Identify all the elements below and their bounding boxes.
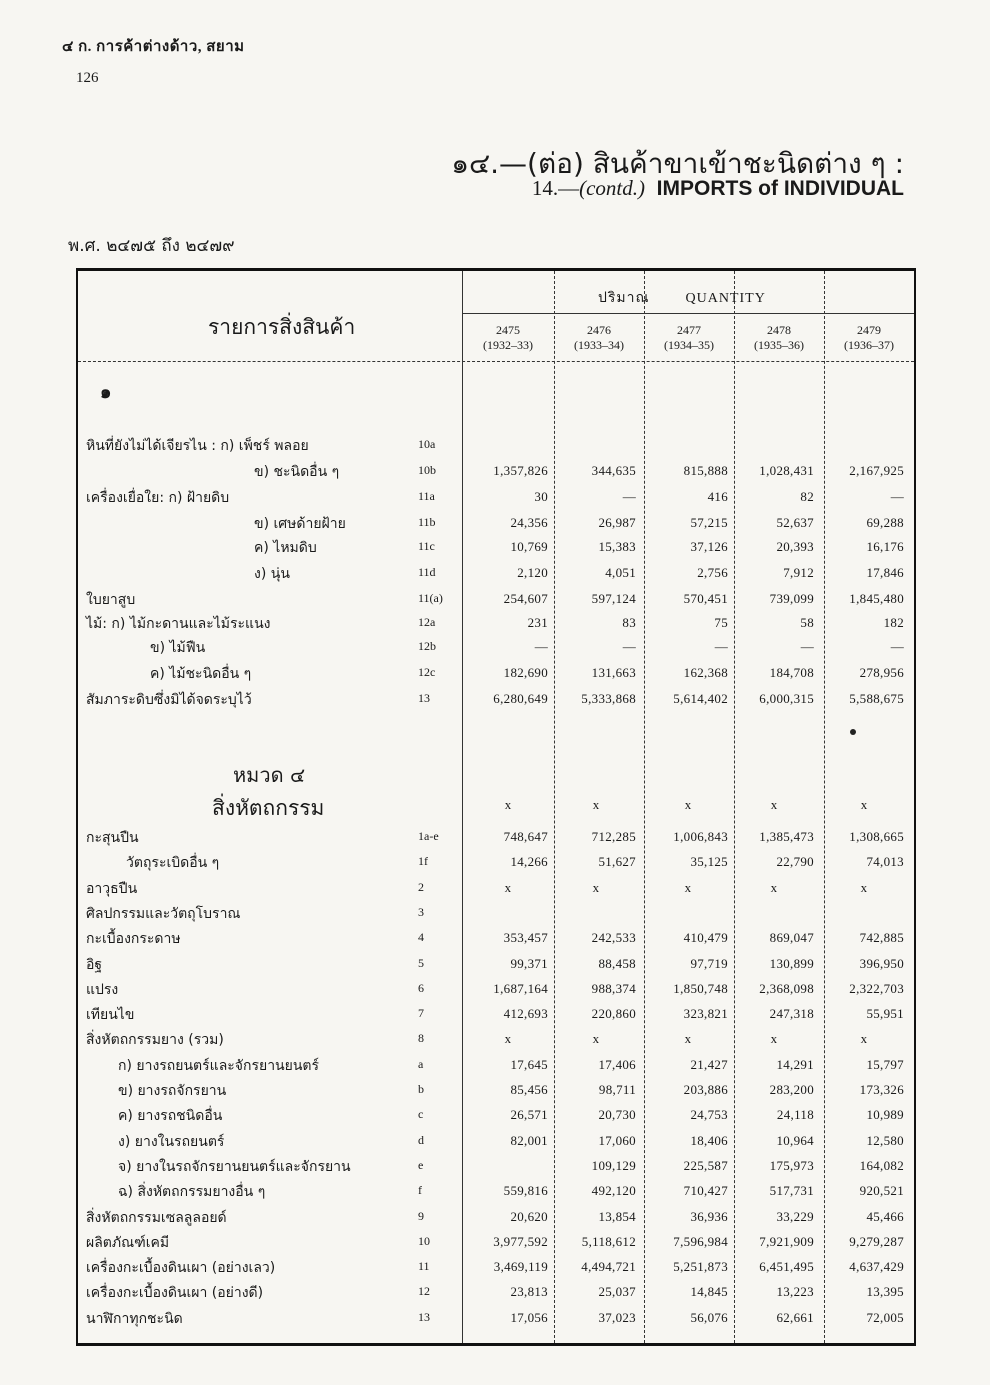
item-code: 8 — [418, 1031, 424, 1046]
item-code: 5 — [418, 955, 424, 970]
title-text: IMPORTS of INDIVIDUAL — [656, 177, 904, 200]
quantity-cell: 1,850,748 — [673, 980, 728, 996]
item-code: 11c — [418, 539, 435, 553]
quantity-cell: — — [714, 639, 728, 654]
header-rule — [78, 361, 914, 362]
item-code: 1f — [418, 854, 428, 869]
year-be: 2478 — [767, 323, 791, 337]
table-row — [78, 1230, 914, 1254]
year-be: 2475 — [496, 323, 520, 337]
quantity-cell: 15,797 — [866, 1056, 904, 1072]
year-ce: (1933–34) — [574, 338, 624, 352]
ink-dot — [850, 729, 856, 735]
table-row — [78, 1027, 914, 1051]
item-code: 11 — [418, 1259, 430, 1274]
quantity-cell: 17,060 — [598, 1132, 636, 1148]
quantity-cell: 748,647 — [503, 829, 548, 844]
quantity-cell: 175,973 — [769, 1157, 814, 1173]
quantity-cell: 10,964 — [776, 1132, 814, 1148]
section-4-title: หมวด ๔ — [233, 763, 306, 787]
item-code: a — [418, 1056, 424, 1071]
table-row — [78, 1280, 914, 1304]
year-header — [825, 323, 913, 353]
quantity-cell: 7,921,909 — [759, 1233, 814, 1249]
quantity-cell: 74,013 — [866, 854, 904, 870]
item-label: ง) ยางในรถยนตร์ — [118, 1133, 225, 1150]
table-row — [78, 1255, 914, 1279]
table-row — [78, 635, 914, 659]
quantity-cell: 396,950 — [859, 955, 904, 971]
quantity-cell: x — [770, 879, 778, 895]
quantity-cell: 2,368,098 — [759, 980, 814, 996]
quantity-cell: 3,469,119 — [493, 1259, 548, 1275]
quantity-cell: 36,936 — [690, 1208, 728, 1224]
quantity-cell: 712,285 — [591, 829, 636, 844]
item-code: c — [418, 1107, 424, 1122]
quantity-cell: 26,987 — [598, 515, 636, 530]
item-label: เครื่องกะเบื้องดินเผา (อย่างเลว) — [86, 1260, 276, 1277]
quantity-cell: 597,124 — [591, 591, 636, 606]
quantity-cell: 51,627 — [598, 854, 636, 870]
item-code: 12c — [418, 665, 436, 679]
item-label: เครื่องกะเบื้องดินเผา (อย่างดี) — [86, 1285, 264, 1302]
quantity-cell: 203,886 — [683, 1082, 728, 1097]
year-ce: (1936–37) — [844, 338, 894, 352]
quantity-cell: — — [622, 639, 636, 654]
quantity-cell: 182,690 — [503, 665, 548, 680]
quantity-cell: x — [592, 1031, 600, 1047]
quantity-cell: 16,176 — [866, 539, 904, 554]
table-row — [78, 1154, 914, 1178]
table-row — [78, 1103, 914, 1127]
year-ce: (1934–35) — [664, 338, 714, 352]
item-label: สิ่งหัตถกรรมเซลลูลอยด์ — [86, 1209, 227, 1226]
item-code: d — [418, 1132, 424, 1147]
quantity-cell: 5,251,873 — [673, 1259, 728, 1275]
table-row — [78, 1053, 914, 1077]
quantity-cell: 18,406 — [690, 1132, 728, 1148]
table-row — [78, 459, 914, 483]
quantity-cell: 283,200 — [769, 1082, 814, 1097]
year-ce: (1935–36) — [754, 338, 804, 352]
item-label: ค) ไม้ชะนิดอื่น ๆ — [150, 666, 252, 682]
item-label: ข) ไม้ฟืน — [150, 640, 206, 656]
table-row — [78, 561, 914, 585]
header-rule — [462, 313, 914, 314]
quantity-cell: 164,082 — [859, 1157, 904, 1173]
quantity-cell: 14,266 — [510, 854, 548, 870]
quantity-cell: 1,308,665 — [849, 829, 904, 844]
quantity-cell: 45,466 — [866, 1208, 904, 1224]
quantity-cell: 10,989 — [866, 1107, 904, 1123]
quantity-cell: 98,711 — [598, 1082, 636, 1097]
item-label: ง) นุ่น — [254, 566, 290, 582]
section-mark: ๑ — [100, 382, 112, 403]
title-number: 14.— — [531, 176, 580, 200]
quantity-cell: 15,383 — [598, 539, 636, 554]
title-contd: (contd.) — [579, 176, 645, 200]
item-code: 10 — [418, 1233, 430, 1248]
quantity-cell: 14,291 — [776, 1056, 814, 1072]
quantity-cell: 35,125 — [690, 854, 728, 870]
item-label: สัมภาระดิบซึ่งมิได้จดระบุไว้ — [86, 692, 252, 708]
section-mark-cell: x — [770, 797, 778, 812]
item-label: อิฐ — [86, 956, 103, 973]
quantity-cell: 242,533 — [591, 930, 636, 946]
quantity-cell: 33,229 — [776, 1208, 814, 1224]
quantity-cell: 4,051 — [605, 565, 636, 580]
quantity-cell: 6,000,315 — [759, 691, 814, 706]
quantity-cell: 75 — [714, 615, 728, 630]
item-code: 6 — [418, 980, 424, 995]
year-be: 2477 — [677, 323, 701, 337]
quantity-cell: 7,596,984 — [673, 1233, 728, 1249]
quantity-cell: 2,756 — [697, 565, 728, 580]
quantity-cell: 83 — [622, 615, 636, 630]
item-code: 11b — [418, 515, 436, 529]
item-code: b — [418, 1082, 424, 1096]
quantity-cell: 278,956 — [859, 665, 904, 680]
quantity-cell: 13,854 — [598, 1208, 636, 1224]
quantity-cell: 97,719 — [690, 955, 728, 971]
quantity-cell: 85,456 — [510, 1082, 548, 1097]
table-row — [78, 587, 914, 611]
year-header — [464, 323, 552, 353]
quantity-cell: 131,663 — [591, 665, 636, 680]
quantity-cell: 231 — [527, 615, 548, 630]
item-label: แปรง — [86, 981, 119, 998]
table-row — [78, 977, 914, 1001]
item-code: 9 — [418, 1208, 424, 1223]
quantity-cell: 492,120 — [591, 1183, 636, 1199]
quantity-cell: 2,120 — [517, 565, 548, 580]
quantity-cell: 5,588,675 — [849, 691, 904, 706]
quantity-cell: 220,860 — [591, 1006, 636, 1022]
item-code: 2 — [418, 879, 424, 894]
imports-table — [76, 268, 916, 1346]
table-row — [78, 687, 914, 711]
quantity-cell: 23,813 — [510, 1284, 548, 1300]
quantity-cell: 2,167,925 — [849, 463, 904, 478]
quantity-cell: 254,607 — [503, 591, 548, 606]
quantity-cell: 109,129 — [591, 1157, 636, 1173]
item-label: ก) ยางรถยนตร์และจักรยานยนตร์ — [118, 1057, 320, 1074]
year-be: 2479 — [857, 323, 881, 337]
quantity-cell: 9,279,287 — [849, 1233, 904, 1249]
table-row — [78, 535, 914, 559]
quantity-cell: 182 — [883, 615, 904, 630]
quantity-cell: 3,977,592 — [493, 1233, 548, 1249]
quantity-cell: 173,326 — [859, 1082, 904, 1097]
table-row — [78, 1129, 914, 1153]
period-label: พ.ศ. ๒๔๗๕ ถึง ๒๔๗๙ — [68, 236, 235, 256]
section-4-subtitle: สิ่งหัตถกรรม — [212, 796, 325, 820]
quantity-cell: — — [534, 639, 548, 654]
quantity-cell: 344,635 — [591, 463, 636, 478]
item-code: 11d — [418, 565, 436, 579]
quantity-cell: 30 — [534, 489, 548, 504]
quantity-cell: 323,821 — [683, 1006, 728, 1022]
quantity-cell: 412,693 — [503, 1006, 548, 1022]
quantity-cell: x — [684, 879, 692, 895]
quantity-cell: 25,037 — [598, 1284, 636, 1300]
quantity-cell: x — [860, 879, 868, 895]
quantity-cell: 6,451,495 — [759, 1259, 814, 1275]
quantity-cell: 6,280,649 — [493, 691, 548, 706]
quantity-cell: 88,458 — [598, 955, 636, 971]
running-head: ๔ ก. การค้าต่างด้าว, สยาม — [62, 39, 245, 55]
quantity-cell: 517,731 — [769, 1183, 814, 1199]
item-code: 13 — [418, 691, 430, 705]
quantity-cell: 869,047 — [769, 930, 814, 946]
table-row — [78, 611, 914, 635]
item-code: 3 — [418, 904, 424, 919]
quantity-cell: 57,215 — [690, 515, 728, 530]
quantity-cell: 1,687,164 — [493, 980, 548, 996]
item-label: วัตถุระเบิดอื่น ๆ — [126, 855, 220, 872]
item-label: ฉ) สิ่งหัตถกรรมยางอื่น ๆ — [118, 1184, 266, 1201]
table-row — [78, 926, 914, 950]
quantity-cell: 24,753 — [690, 1107, 728, 1123]
quantity-cell: 4,637,429 — [849, 1259, 904, 1275]
table-row — [78, 1179, 914, 1203]
year-header — [735, 323, 823, 353]
item-code: 10a — [418, 437, 436, 451]
table-row — [78, 901, 914, 925]
table-row — [78, 661, 914, 685]
quantity-cell: 225,587 — [683, 1157, 728, 1173]
item-label: จ) ยางในรถจักรยานยนตร์และจักรยาน — [118, 1158, 351, 1175]
quantity-cell: 69,288 — [866, 515, 904, 530]
table-row — [78, 952, 914, 976]
quantity-cell: 62,661 — [776, 1309, 814, 1325]
table-row — [78, 433, 914, 457]
quantity-cell: 52,637 — [776, 515, 814, 530]
item-code: 12 — [418, 1284, 430, 1299]
page-number: 126 — [76, 70, 99, 86]
item-code: 7 — [418, 1006, 424, 1021]
quantity-cell: 5,118,612 — [581, 1233, 636, 1249]
quantity-cell: 5,614,402 — [673, 691, 728, 706]
quantity-cell: 247,318 — [769, 1006, 814, 1022]
section-mark-cell: x — [592, 797, 600, 812]
item-code: 11(a) — [418, 591, 443, 605]
quantity-cell: — — [800, 639, 814, 654]
quantity-cell: 22,790 — [776, 854, 814, 870]
table-row — [78, 876, 914, 900]
quantity-cell: 988,374 — [591, 980, 636, 996]
quantity-cell: 1,006,843 — [673, 829, 728, 844]
quantity-cell: — — [622, 489, 636, 504]
quantity-cell: 17,406 — [598, 1056, 636, 1072]
table-row — [78, 485, 914, 509]
item-code: 11a — [418, 489, 435, 503]
item-label: อาวุธปืน — [86, 880, 138, 897]
quantity-cell: 13,395 — [866, 1284, 904, 1300]
table-title-english — [532, 176, 904, 201]
quantity-cell: 353,457 — [503, 930, 548, 946]
quantity-cell: 58 — [800, 615, 814, 630]
quantity-cell: 1,385,473 — [759, 829, 814, 844]
table-row — [78, 850, 914, 874]
quantity-cell: 72,005 — [866, 1309, 904, 1325]
quantity-cell: 559,816 — [503, 1183, 548, 1199]
item-label: หินที่ยังไม่ได้เจียรไน : ก) เพ็ชร์ พลอย — [86, 438, 309, 454]
quantity-cell: 82,001 — [510, 1132, 548, 1148]
quantity-cell: 7,912 — [783, 565, 814, 580]
quantity-cell: 82 — [800, 489, 814, 504]
item-code: 12b — [418, 639, 436, 653]
quantity-cell: 14,845 — [690, 1284, 728, 1300]
quantity-cell: 20,620 — [510, 1208, 548, 1224]
section-mark-cell: x — [504, 797, 512, 812]
table-row — [78, 1205, 914, 1229]
quantity-cell: x — [860, 1031, 868, 1047]
table-title-thai: ๑๔.—(ต่อ) สินค้าขาเข้าชะนิดต่าง ๆ : — [451, 147, 904, 180]
item-label: เครื่องเยื่อใย: ก) ฝ้ายดิบ — [86, 490, 230, 506]
quantity-cell: 17,846 — [866, 565, 904, 580]
quantity-cell: 12,580 — [866, 1132, 904, 1148]
quantity-cell: 1,845,480 — [849, 591, 904, 606]
quantity-cell: 10,769 — [510, 539, 548, 554]
quantity-cell: 21,427 — [690, 1056, 728, 1072]
quantity-header — [598, 287, 766, 309]
item-code: f — [418, 1183, 422, 1198]
quantity-cell: 24,118 — [776, 1107, 814, 1123]
table-row — [78, 825, 914, 849]
quantity-cell: 815,888 — [683, 463, 728, 478]
item-label: ใบยาสูบ — [86, 592, 136, 608]
quantity-cell: — — [890, 489, 904, 504]
quantity-cell: 55,951 — [866, 1006, 904, 1022]
quantity-cell: 162,368 — [683, 665, 728, 680]
item-label: ผลิตภัณฑ์เคมี — [86, 1234, 170, 1251]
quantity-cell: 2,322,703 — [849, 980, 904, 996]
quantity-cell: 130,899 — [769, 955, 814, 971]
item-label: ข) เศษด้ายฝ้าย — [254, 516, 346, 532]
quantity-cell: x — [684, 1031, 692, 1047]
item-code: e — [418, 1157, 424, 1172]
quantity-cell: 1,028,431 — [759, 463, 814, 478]
quantity-cell: 17,645 — [510, 1056, 548, 1072]
quantity-cell: 742,885 — [859, 930, 904, 946]
table-row — [78, 511, 914, 535]
quantity-cell: 37,023 — [598, 1309, 636, 1325]
quantity-cell: x — [770, 1031, 778, 1047]
item-label: กะสุนปืน — [86, 830, 139, 846]
quantity-cell: 184,708 — [769, 665, 814, 680]
section-mark-cell: x — [684, 797, 692, 812]
quantity-cell: 13,223 — [776, 1284, 814, 1300]
year-ce: (1932–33) — [483, 338, 533, 352]
year-header — [645, 323, 733, 353]
item-label: ศิลปกรรมและวัตถุโบราณ — [86, 905, 241, 922]
quantity-cell: 56,076 — [690, 1309, 728, 1325]
item-column-header: รายการสิ่งสินค้า — [208, 315, 356, 339]
quantity-cell: 1,357,826 — [493, 463, 548, 478]
section-mark-cell: x — [860, 797, 868, 812]
item-label: ข) ชะนิดอื่น ๆ — [254, 464, 340, 480]
item-label: สิ่งหัตถกรรมยาง (รวม) — [86, 1032, 224, 1049]
quantity-cell: 24,356 — [510, 515, 548, 530]
table-row — [78, 1306, 914, 1330]
item-code: 13 — [418, 1309, 430, 1324]
quantity-cell: 20,393 — [776, 539, 814, 554]
year-be: 2476 — [587, 323, 611, 337]
quantity-cell: 20,730 — [598, 1107, 636, 1123]
item-code: 10b — [418, 463, 436, 477]
quantity-cell: 710,427 — [683, 1183, 728, 1199]
table-row — [78, 1002, 914, 1026]
item-label: ไม้: ก) ไม้กะดานและไม้ระแนง — [86, 616, 271, 632]
item-code: 4 — [418, 930, 424, 945]
year-header — [555, 323, 643, 353]
quantity-cell: 410,479 — [683, 930, 728, 946]
quantity-cell: x — [592, 879, 600, 895]
item-label: กะเบื้องกระดาษ — [86, 931, 181, 948]
quantity-cell: 416 — [707, 489, 728, 504]
item-code: 1a-e — [418, 829, 439, 843]
quantity-cell: 17,056 — [510, 1309, 548, 1325]
item-label: เทียนไข — [86, 1007, 135, 1024]
quantity-cell: 37,126 — [690, 539, 728, 554]
quantity-cell: x — [504, 879, 512, 895]
quantity-cell: 4,494,721 — [581, 1259, 636, 1275]
item-code: 12a — [418, 615, 436, 629]
quantity-cell: 99,371 — [510, 955, 548, 971]
quantity-cell: 739,099 — [769, 591, 814, 606]
quantity-cell: x — [504, 1031, 512, 1047]
quantity-cell: 570,451 — [683, 591, 728, 606]
item-label: ข) ยางรถจักรยาน — [118, 1083, 227, 1099]
quantity-header-thai: ปริมาณ — [598, 290, 650, 306]
quantity-cell: — — [890, 639, 904, 654]
item-label: นาฬิกาทุกชะนิด — [86, 1310, 183, 1327]
item-label: ค) ไหมดิบ — [254, 540, 317, 556]
table-row — [78, 1078, 914, 1102]
quantity-header-english: QUANTITY — [685, 291, 766, 306]
quantity-cell: 26,571 — [510, 1107, 548, 1123]
quantity-cell: 5,333,868 — [581, 691, 636, 706]
quantity-cell: 920,521 — [859, 1183, 904, 1199]
item-label: ค) ยางรถชนิดอื่น — [118, 1108, 223, 1125]
